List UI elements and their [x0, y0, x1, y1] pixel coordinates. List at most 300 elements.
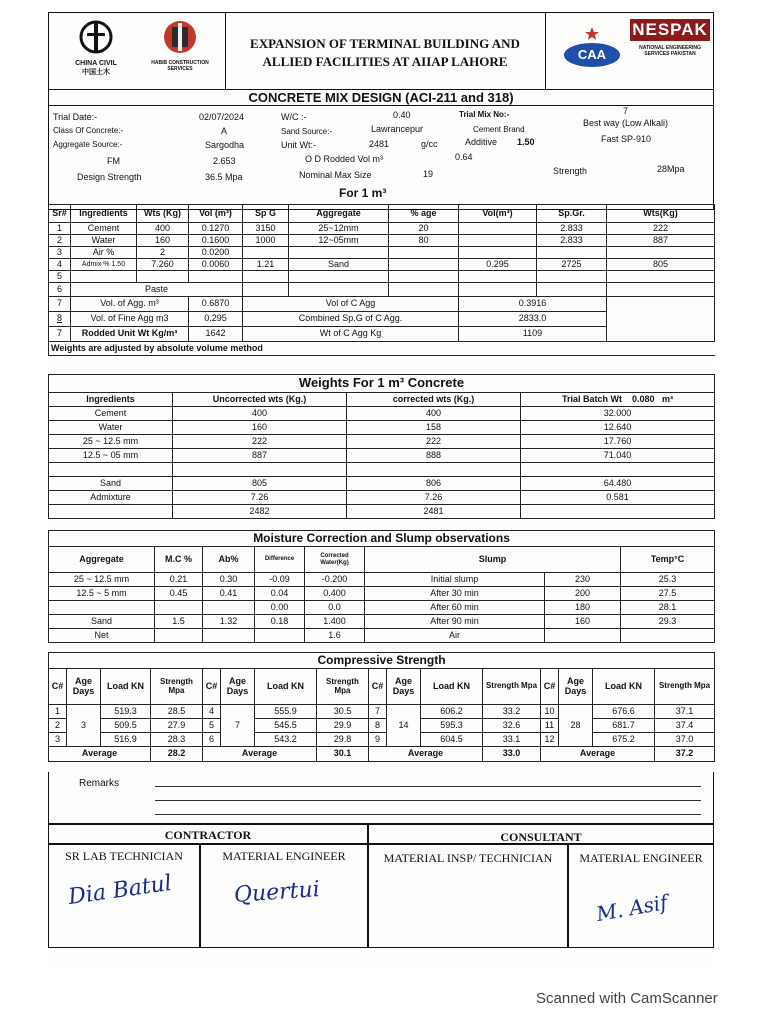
comp-h-load: Load KN	[255, 669, 317, 705]
cell	[289, 247, 389, 259]
cell: Rodded Unit Wt Kg/m³	[71, 327, 189, 342]
cell: Sand	[49, 477, 173, 491]
note-text: Weights are adjusted by absolute volume method	[49, 342, 715, 356]
cell: 32.000	[521, 407, 715, 421]
average-label: Average	[369, 747, 483, 762]
cell: 25 ~ 12.5 mm	[49, 573, 155, 587]
cell	[537, 283, 607, 297]
cell: 0.00	[255, 601, 305, 615]
wc-value: 0.40	[393, 110, 411, 120]
cell: 7.260	[137, 259, 189, 271]
cell: 2833.0	[459, 312, 607, 327]
average-value: 37.2	[655, 747, 715, 762]
trial-label: Trial Batch Wt	[561, 393, 622, 404]
cell: 1.32	[203, 615, 255, 629]
material-insp-box	[368, 844, 568, 948]
cell: 28.3	[151, 733, 203, 747]
strength-label: Strength	[553, 166, 588, 176]
cell: Net	[49, 629, 155, 643]
age-cell: 7	[221, 705, 255, 747]
cell: 32.6	[483, 719, 541, 733]
cell: Vol. of Agg. m³	[71, 297, 189, 312]
cell: After 30 min	[365, 587, 545, 601]
china-civil-logo	[61, 19, 131, 89]
cell: Initial slump	[365, 573, 545, 587]
signature-contractor-engineer: Quertui	[233, 877, 321, 908]
average-value: 28.2	[151, 747, 203, 762]
cell	[71, 271, 137, 283]
comp-h-c: C#	[541, 669, 559, 705]
remarks-line	[155, 814, 701, 815]
mix-header-row	[49, 205, 715, 223]
mix-h-spg: Sp G	[243, 205, 289, 223]
cell: 887	[173, 449, 347, 463]
table-row	[49, 463, 715, 477]
cell	[203, 629, 255, 643]
mix-h-avol: Vol(m³)	[459, 205, 537, 223]
consultant-title: CONSULTANT	[368, 824, 714, 844]
cell: 200	[545, 587, 621, 601]
cell: 1	[49, 705, 67, 719]
sand-label: Sand Source:-	[281, 127, 333, 136]
cell: 4	[203, 705, 221, 719]
cell: 676.6	[593, 705, 655, 719]
cell	[389, 247, 459, 259]
remarks-line	[155, 800, 701, 801]
sand-value: Lawrancepur	[371, 124, 424, 134]
signature-sr-lab: Dia Batul	[66, 870, 174, 911]
comp-h-load: Load KN	[421, 669, 483, 705]
compressive-title-row	[49, 653, 715, 669]
weights-title-row	[49, 375, 715, 393]
cell: 29.3	[621, 615, 715, 629]
cell: 595.3	[421, 719, 483, 733]
cell: 12~05mm	[289, 235, 389, 247]
cell	[155, 601, 203, 615]
cell: 222	[347, 435, 521, 449]
average-label: Average	[203, 747, 317, 762]
remarks-line	[155, 786, 701, 787]
cell: 64.480	[521, 477, 715, 491]
cell: 180	[545, 601, 621, 615]
cell: 7.26	[347, 491, 521, 505]
cell: Admix % 1.50	[71, 259, 137, 271]
project-title	[225, 35, 545, 70]
consultant-engineer-label: MATERIAL ENGINEER	[579, 851, 703, 865]
remarks-box	[48, 772, 714, 824]
cell: 0.3916	[459, 297, 607, 312]
moisture-h-slump: Slump	[365, 547, 621, 573]
cell: 0.0	[305, 601, 365, 615]
cell	[389, 271, 459, 283]
class-value: A	[221, 126, 228, 136]
cell: 1642	[189, 327, 243, 342]
cell: 0.18	[255, 615, 305, 629]
unit-wt-unit: g/cc	[421, 139, 438, 149]
cell: 1.21	[243, 259, 289, 271]
cell: 28.1	[621, 601, 715, 615]
nms-value: 19	[423, 169, 434, 179]
additive-value: 1.50	[517, 137, 535, 147]
cell: 1000	[243, 235, 289, 247]
wc-label: W/C :-	[281, 112, 307, 122]
cell: 0.0060	[189, 259, 243, 271]
moisture-h-temp: Temp°C	[621, 547, 715, 573]
cell	[521, 505, 715, 519]
cell: 7	[369, 705, 387, 719]
cell: 1.400	[305, 615, 365, 629]
cell: 681.7	[593, 719, 655, 733]
cell	[607, 271, 715, 283]
moisture-h-ab: Ab%	[203, 547, 255, 573]
cell: Wt of C Agg Kg	[243, 327, 459, 342]
cell: 25 ~ 12.5 mm	[49, 435, 173, 449]
cell: 1.5	[155, 615, 203, 629]
cell: 29.9	[317, 719, 369, 733]
cell: 2725	[537, 259, 607, 271]
cell: Air %	[71, 247, 137, 259]
comp-h-load: Load KN	[593, 669, 655, 705]
cell: 30.5	[317, 705, 369, 719]
cell: 0.581	[521, 491, 715, 505]
cell: Sand	[289, 259, 389, 271]
cell: 2	[49, 235, 71, 247]
cell	[49, 463, 173, 477]
document-sheet	[48, 12, 714, 970]
weights-table-wrap	[48, 374, 714, 519]
cell: 222	[173, 435, 347, 449]
average-label: Average	[49, 747, 151, 762]
weights-table	[48, 374, 715, 519]
cell: 12.640	[521, 421, 715, 435]
mix-h-awt: Wts(Kg)	[607, 205, 715, 223]
cell: Vol. of Fine Agg m3	[71, 312, 189, 327]
moisture-title-row	[49, 531, 715, 547]
cell: 400	[347, 407, 521, 421]
cell	[347, 463, 521, 477]
cell: 0.45	[155, 587, 203, 601]
cell: 0.21	[155, 573, 203, 587]
comp-h-str: Strength Mpa	[151, 669, 203, 705]
cell: 160	[173, 421, 347, 435]
mix-table-wrap	[48, 204, 714, 356]
cell: 37.1	[655, 705, 715, 719]
cell: After 90 min	[365, 615, 545, 629]
cell: 37.0	[655, 733, 715, 747]
cell: 0.400	[305, 587, 365, 601]
nespak-subtitle: NATIONAL ENGINEERING SERVICES PAKISTAN	[639, 45, 701, 57]
mix-table	[48, 204, 715, 356]
cell	[203, 601, 255, 615]
cell: 675.2	[593, 733, 655, 747]
cell: Air	[365, 629, 545, 643]
cell: 25.3	[621, 573, 715, 587]
mix-h-sr: Sr#	[49, 205, 71, 223]
cell: After 60 min	[365, 601, 545, 615]
table-row	[49, 615, 715, 629]
moisture-h-corr: Corrected Water(Kg)	[305, 547, 365, 573]
mix-h-ing: Ingredients	[71, 205, 137, 223]
total-unc: 2482	[173, 505, 347, 519]
age-cell: 28	[559, 705, 593, 747]
cell: 887	[607, 235, 715, 247]
moisture-table	[48, 530, 715, 643]
additive-name: Fast SP-910	[601, 134, 652, 144]
scanner-footer: Scanned with CamScanner	[536, 990, 718, 1007]
total-cor: 2481	[347, 505, 521, 519]
cell	[459, 235, 537, 247]
nespak-logo	[630, 19, 710, 87]
cell	[521, 463, 715, 477]
unit-wt-label: Unit Wt:-	[281, 140, 316, 150]
cell	[255, 629, 305, 643]
cell	[49, 505, 173, 519]
cell: 0.0200	[189, 247, 243, 259]
table-row	[49, 601, 715, 615]
compressive-title: Compressive Strength	[49, 653, 715, 669]
cell: 10	[541, 705, 559, 719]
cell: 71.040	[521, 449, 715, 463]
weights-h-unc: Uncorrected wts (Kg.)	[173, 393, 347, 407]
cell: 17.760	[521, 435, 715, 449]
table-row	[49, 629, 715, 643]
moisture-table-wrap	[48, 530, 714, 643]
cell: 37.4	[655, 719, 715, 733]
cell	[389, 259, 459, 271]
comp-h-age: Age Days	[559, 669, 593, 705]
moisture-h-diff: Difference	[255, 547, 305, 573]
comp-h-load: Load KN	[101, 669, 151, 705]
cell: Vol of C Agg	[243, 297, 459, 312]
cell: 27.9	[151, 719, 203, 733]
weights-title: Weights For 1 m³ Concrete	[49, 375, 715, 393]
cement-brand-value: Best way (Low Alkali)	[583, 118, 669, 128]
comp-h-str: Strength Mpa	[317, 669, 369, 705]
mix-h-vol: Vol (m³)	[189, 205, 243, 223]
cell: 2	[49, 719, 67, 733]
fm-label: FM	[107, 156, 120, 166]
caa-text: CAA	[577, 47, 607, 62]
cell: 1109	[459, 327, 607, 342]
cell: 3	[49, 733, 67, 747]
cell: 519.3	[101, 705, 151, 719]
table-row	[49, 573, 715, 587]
cell: Sand	[49, 615, 155, 629]
table-row	[49, 705, 715, 719]
fm-value: 2.653	[213, 156, 236, 166]
habib-logo	[145, 19, 215, 89]
contractor-engineer-label: MATERIAL ENGINEER	[222, 849, 346, 863]
cell: 0.41	[203, 587, 255, 601]
cell	[49, 601, 155, 615]
cell	[607, 297, 715, 342]
material-insp-label: MATERIAL INSP/ TECHNICIAN	[383, 851, 553, 865]
table-row	[49, 223, 715, 235]
design-strength-label: Design Strength	[77, 172, 142, 182]
agg-source-label: Aggregate Source:-	[53, 140, 123, 149]
cell: 27.5	[621, 587, 715, 601]
cell	[189, 271, 243, 283]
cell	[459, 271, 537, 283]
cell	[389, 283, 459, 297]
moisture-h-agg: Aggregate	[49, 547, 155, 573]
china-civil-icon	[61, 19, 131, 55]
cell: 805	[607, 259, 715, 271]
cell: 25~12mm	[289, 223, 389, 235]
mix-design-title: CONCRETE MIX DESIGN (ACI-211 and 318)	[48, 90, 714, 106]
signoff-block	[48, 824, 714, 970]
cell: 0.295	[459, 259, 537, 271]
cell: 0.04	[255, 587, 305, 601]
paste-row	[49, 283, 715, 297]
cell: 6	[203, 733, 221, 747]
project-title-line1: EXPANSION OF TERMINAL BUILDING AND	[250, 36, 520, 51]
nms-label: Nominal Max Size	[299, 170, 372, 180]
china-civil-name: CHINA CIVIL	[75, 60, 117, 67]
table-row	[49, 435, 715, 449]
habib-name: HABIB CONSTRUCTION SERVICES	[151, 60, 209, 72]
cell: 0.295	[189, 312, 243, 327]
cell: 28.5	[151, 705, 203, 719]
cell: 1.6	[305, 629, 365, 643]
cell: 400	[173, 407, 347, 421]
trial-date-label: Trial Date:-	[53, 112, 98, 122]
left-logos	[49, 13, 226, 89]
average-row	[49, 747, 715, 762]
project-title-line2: ALLIED FACILITIES AT AIIAP LAHORE	[262, 53, 508, 69]
cell	[537, 247, 607, 259]
table-row	[49, 247, 715, 259]
cell	[243, 247, 289, 259]
vol-agg-row	[49, 297, 715, 312]
comp-h-age: Age Days	[221, 669, 255, 705]
comp-h-age: Age Days	[387, 669, 421, 705]
cell: 545.5	[255, 719, 317, 733]
cell: 0.30	[203, 573, 255, 587]
od-value: 0.64	[455, 152, 473, 162]
nespak-text: NESPAK	[630, 19, 710, 41]
cell: 4	[49, 259, 71, 271]
average-value: 30.1	[317, 747, 369, 762]
average-value: 33.0	[483, 747, 541, 762]
comp-h-c: C#	[369, 669, 387, 705]
cell	[289, 271, 389, 283]
age-cell: 14	[387, 705, 421, 747]
paste-label: Paste	[71, 283, 243, 297]
cell	[607, 247, 715, 259]
class-label: Class Of Concrete:-	[53, 126, 124, 135]
cell: 33.2	[483, 705, 541, 719]
cell: 516.9	[101, 733, 151, 747]
weights-header-row	[49, 393, 715, 407]
cell: 12	[541, 733, 559, 747]
cell: 888	[347, 449, 521, 463]
mix-h-wt: Wts (Kg)	[137, 205, 189, 223]
mix-h-pct: % age	[389, 205, 459, 223]
cell: 0.6870	[189, 297, 243, 312]
cell: 2	[137, 247, 189, 259]
signature-consultant-engineer: M. Asif	[594, 889, 670, 927]
cell: 805	[173, 477, 347, 491]
comp-h-age: Age Days	[67, 669, 101, 705]
cell: 1	[49, 223, 71, 235]
mix-h-spgr: Sp.Gr.	[537, 205, 607, 223]
cell: 5	[49, 271, 71, 283]
contractor-title: CONTRACTOR	[48, 824, 368, 844]
table-row	[49, 449, 715, 463]
trial-unit: m³	[662, 393, 674, 404]
habib-icon	[145, 19, 215, 55]
cell: 0.1600	[189, 235, 243, 247]
cell: 158	[347, 421, 521, 435]
average-label: Average	[541, 747, 655, 762]
weights-h-cor: corrected wts (Kg.)	[347, 393, 521, 407]
cell: 3150	[243, 223, 289, 235]
cell: Admixture	[49, 491, 173, 505]
cell	[173, 463, 347, 477]
cell: Water	[49, 421, 173, 435]
table-row	[49, 587, 715, 601]
cell: 606.2	[421, 705, 483, 719]
table-row	[49, 235, 715, 247]
age-cell: 3	[67, 705, 101, 747]
info-block	[48, 106, 714, 210]
cell	[607, 283, 715, 297]
cell: 543.2	[255, 733, 317, 747]
cell: 604.5	[421, 733, 483, 747]
header-box	[48, 12, 714, 90]
cell: Cement	[49, 407, 173, 421]
cell: 8	[369, 719, 387, 733]
cell: 509.5	[101, 719, 151, 733]
cell	[621, 629, 715, 643]
right-logos	[545, 13, 714, 89]
cell	[459, 223, 537, 235]
cell: 29.8	[317, 733, 369, 747]
cell: 11	[541, 719, 559, 733]
comp-h-str: Strength Mpa	[483, 669, 541, 705]
table-row	[49, 491, 715, 505]
cell	[155, 629, 203, 643]
mix-h-agg: Aggregate	[289, 205, 389, 223]
cell	[289, 283, 389, 297]
cell: Combined Sp.G of C Agg.	[243, 312, 459, 327]
comp-h-str: Strength Mpa	[655, 669, 715, 705]
cell: -0.09	[255, 573, 305, 587]
caa-logo	[556, 25, 628, 77]
cell: 7	[49, 327, 71, 342]
cell: 12.5 ~ 05 mm	[49, 449, 173, 463]
cell	[243, 271, 289, 283]
cell: 33.1	[483, 733, 541, 747]
cell	[459, 283, 537, 297]
cell: 555.9	[255, 705, 317, 719]
cell: 7.26	[173, 491, 347, 505]
note-row	[49, 342, 715, 356]
moisture-header-row	[49, 547, 715, 573]
cell: Water	[71, 235, 137, 247]
moisture-h-mc: M.C %	[155, 547, 203, 573]
trial-mix-label: Trial Mix No:-	[459, 110, 510, 119]
cement-brand-label: Cement Brand	[473, 125, 525, 134]
moisture-title: Moisture Correction and Slump observations	[49, 531, 715, 547]
cell	[137, 271, 189, 283]
table-row	[49, 421, 715, 435]
cell: Cement	[71, 223, 137, 235]
table-row	[49, 407, 715, 421]
cell: 5	[203, 719, 221, 733]
cell: 12.5 ~ 5 mm	[49, 587, 155, 601]
